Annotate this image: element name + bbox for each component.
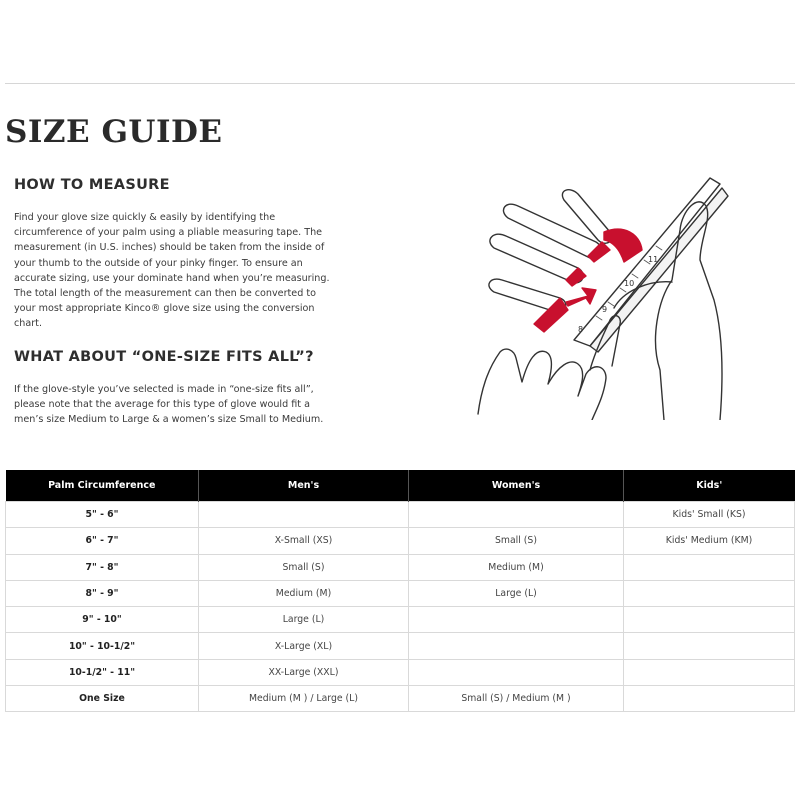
palm-circumference-cell: 9" - 10" (6, 607, 199, 633)
table-row (6, 554, 795, 580)
mens-size-cell: X-Large (XL) (199, 633, 409, 659)
kids-size-cell (624, 659, 795, 685)
womens-size-cell (409, 659, 624, 685)
mens-size-cell (199, 502, 409, 528)
palm-circumference-cell: 5" - 6" (6, 502, 199, 528)
glove-fingertip-red (534, 298, 568, 332)
measurement-arrow-icon (566, 288, 596, 306)
kids-size-cell (624, 554, 795, 580)
tape-number: 8 (578, 325, 584, 334)
kids-size-cell (624, 686, 795, 712)
mens-size-cell: Medium (M) (199, 580, 409, 606)
size-conversion-table (5, 470, 795, 712)
palm-circumference-cell: 8" - 9" (6, 580, 199, 606)
womens-size-cell (409, 607, 624, 633)
glove-cuff-red (604, 229, 642, 262)
table-row (6, 686, 795, 712)
column-header-kids: Kids' (624, 470, 795, 502)
womens-size-cell: Small (S) / Medium (M ) (409, 686, 624, 712)
tape-number: 9 (602, 305, 608, 314)
mens-size-cell: X-Small (XS) (199, 528, 409, 554)
palm-circumference-cell: One Size (6, 686, 199, 712)
column-header-mens: Men's (199, 470, 409, 502)
womens-size-cell (409, 633, 624, 659)
womens-size-cell: Small (S) (409, 528, 624, 554)
palm-circumference-cell: 10-1/2" - 11" (6, 659, 199, 685)
column-header-womens: Women's (409, 470, 624, 502)
one-size-heading: WHAT ABOUT “ONE-SIZE FITS ALL”? (14, 349, 314, 365)
one-size-text: If the glove-style you’ve selected is made in “one-size fits all”, please note that the average for this type of glove would fit a men’s size Medium to Large & a women’s size Small to Medium. (14, 384, 324, 426)
palm-circumference-cell: 10" - 10-1/2" (6, 633, 199, 659)
mens-size-cell: XX-Large (XXL) (199, 659, 409, 685)
hand-measuring-illustration (474, 170, 744, 420)
table-row (6, 607, 795, 633)
column-header-palm: Palm Circumference (6, 470, 199, 502)
holding-hand-outline (478, 349, 606, 420)
womens-size-cell: Large (L) (409, 580, 624, 606)
mens-size-cell: Small (S) (199, 554, 409, 580)
tape-number: 11 (648, 255, 659, 264)
left-hand-ring-finger-outline (490, 234, 583, 283)
table-row (6, 580, 795, 606)
top-divider (5, 83, 795, 84)
kids-size-cell: Kids' Medium (KM) (624, 528, 795, 554)
how-to-measure-heading: HOW TO MEASURE (14, 177, 170, 193)
kids-size-cell (624, 607, 795, 633)
glove-fingertip-red (588, 242, 610, 262)
left-hand-index-finger-outline (503, 204, 601, 259)
table-row (6, 502, 795, 528)
page-title: SIZE GUIDE (5, 114, 223, 150)
table-row (6, 528, 795, 554)
palm-circumference-cell: 6" - 7" (6, 528, 199, 554)
palm-circumference-cell: 7" - 8" (6, 554, 199, 580)
how-to-measure-text: Find your glove size quickly & easily by identifying the circumference of your palm using a pliable measuring tape. The measurement (in U.S. inches) should be taken from the inside of your thumb to the outside of your pinky finger. To ensure an accurate sizing, use your dominate hand when you’re measuring. The total length of the measurement can then be converted to your most appropriate Kinco® glove size using the conversion chart. (14, 212, 330, 330)
kids-size-cell: Kids' Small (KS) (624, 502, 795, 528)
table-row (6, 633, 795, 659)
table-header-row (6, 470, 795, 502)
womens-size-cell (409, 502, 624, 528)
table-row (6, 659, 795, 685)
glove-fingertip-red (566, 268, 586, 286)
kids-size-cell (624, 580, 795, 606)
mens-size-cell: Medium (M ) / Large (L) (199, 686, 409, 712)
mens-size-cell: Large (L) (199, 607, 409, 633)
tape-number: 10 (624, 279, 635, 288)
kids-size-cell (624, 633, 795, 659)
womens-size-cell: Medium (M) (409, 554, 624, 580)
